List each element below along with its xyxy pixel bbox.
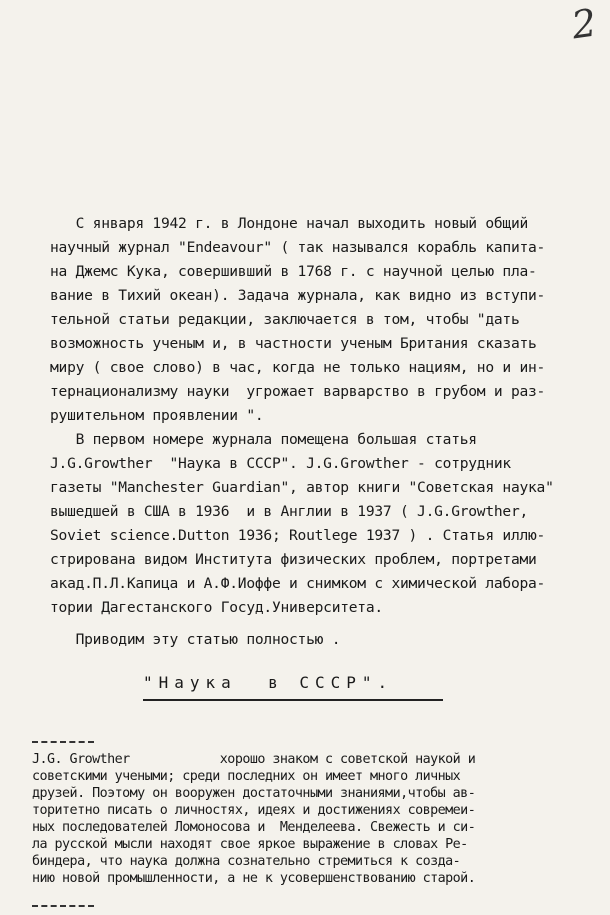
text-line: газеты "Manchester Guardian", автор книги "Советская наука" bbox=[50, 479, 554, 496]
text-line: научный журнал "Endeavour" ( так назывался корабль капита- bbox=[50, 239, 546, 256]
text-line: тернационализму науки угрожает варварство в грубом и раз- bbox=[50, 383, 546, 400]
text-line: возможность ученым и, в частности ученым Британия сказать bbox=[50, 335, 537, 352]
text-line: тории Дагестанского Госуд.Университета. bbox=[50, 599, 383, 616]
text-line: стрирована видом Института физических проблем, портретами bbox=[50, 551, 537, 568]
text-line: вание в Тихий океан). Задача журнала, как видно из вступи- bbox=[50, 287, 546, 304]
text-line: рушительном проявлении ". bbox=[50, 407, 264, 424]
footnote-separator-bottom bbox=[32, 905, 94, 907]
text-line: С января 1942 г. в Лондоне начал выходить новый общий bbox=[50, 215, 529, 232]
footnote-line: J.G. Growther хорошо знаком с советской наукой и bbox=[32, 752, 476, 767]
footnote-line: торитетно писать о личностях, идеях и достижениях совремеи- bbox=[32, 803, 476, 818]
footnote-line: советскими учеными; среди последних он имеет много личных bbox=[32, 769, 461, 784]
text-line: J.G.Growther "Наука в СССР". J.G.Growther - сотрудник bbox=[50, 455, 511, 472]
text-line: Soviet science.Dutton 1936; Routlege 1937 ) . Статья иллю- bbox=[50, 527, 546, 544]
text-line: В первом номере журнала помещена большая статья bbox=[50, 431, 477, 448]
text-line: на Джемс Кука, совершивший в 1768 г. с научной целью пла- bbox=[50, 263, 537, 280]
title-underline bbox=[143, 699, 443, 701]
text-line: тельной статьи редакции, заключается в том, чтобы "дать bbox=[50, 311, 520, 328]
text-line: Приводим эту статью полностью . bbox=[50, 631, 341, 648]
text-line: вышедшей в США в 1936 и в Англии в 1937 ( J.G.Growther, bbox=[50, 503, 529, 520]
footnote-line: нию новой промышленности, а не к усовершенствованию старой. bbox=[32, 871, 476, 886]
footnote-line: биндера, что наука должна сознательно стремиться к созда- bbox=[32, 854, 461, 869]
footnote-line: ла русской мысли находят свое яркое выражение в словах Ре- bbox=[32, 837, 468, 852]
footnote-line: ных последователей Ломоносова и Менделеева. Свежесть и си- bbox=[32, 820, 476, 835]
footnote-separator bbox=[32, 741, 94, 743]
page-number: 2 bbox=[568, 0, 599, 48]
text-line: миру ( свое слово) в час, когда не только нациям, но и ин- bbox=[50, 359, 546, 376]
article-title: "Наука в СССР". bbox=[143, 673, 394, 692]
text-line: акад.П.Л.Капица и А.Ф.Иоффе и снимком с химической лабора- bbox=[50, 575, 546, 592]
footnote-line: друзей. Поэтому он вооружен достаточными знаниями,чтобы ав- bbox=[32, 786, 476, 801]
